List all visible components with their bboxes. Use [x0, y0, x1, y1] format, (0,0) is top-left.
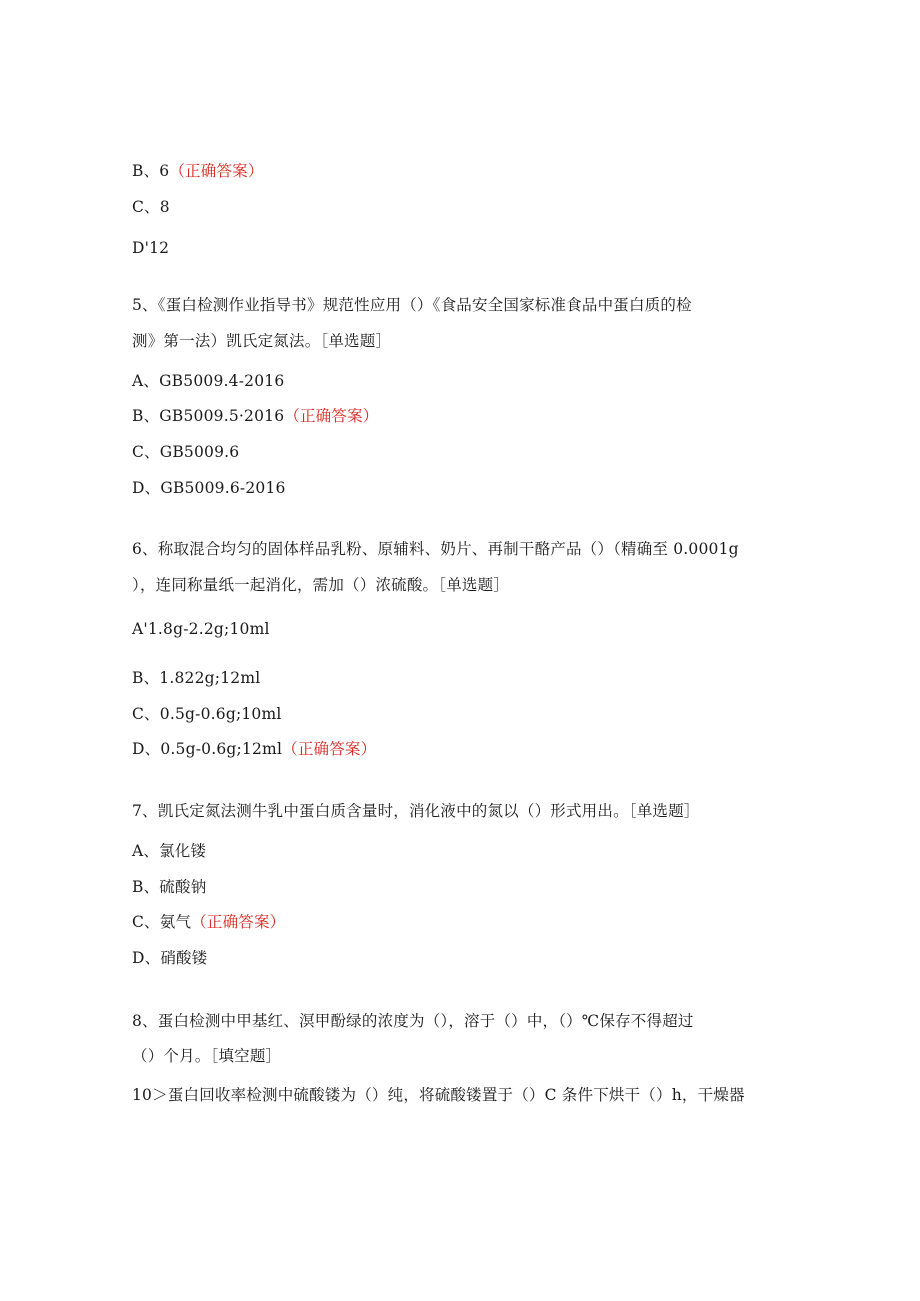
question-7: [132, 800, 700, 822]
question-text: （）个月。［填空题］: [132, 1047, 282, 1065]
option-text: D、硝酸镂: [132, 949, 208, 967]
correct-answer-tag: （正确答案）: [282, 740, 377, 758]
question-5-line-2: [132, 330, 391, 352]
question-10-line-1: [132, 1084, 745, 1106]
question-6-line-2: [132, 574, 509, 596]
q5-option-d: [132, 477, 286, 499]
option-text: C、8: [132, 198, 170, 216]
q4-option-b: [132, 160, 264, 182]
option-text: A、GB5009.4-2016: [132, 372, 285, 390]
option-text: C、0.5g-0.6g;10ml: [132, 705, 282, 723]
option-text: D'12: [132, 239, 170, 257]
q7-option-d: [132, 947, 207, 969]
q6-option-d: [132, 738, 376, 760]
correct-answer-tag: （正确答案）: [191, 913, 286, 931]
question-5-line-1: [132, 294, 692, 316]
option-text: A、氯化镂: [132, 842, 207, 860]
question-text: 7、凯氏定氮法测牛乳中蛋白质含量时，消化液中的氮以（）形式用出。［单选题］: [132, 802, 700, 820]
q5-option-b: [132, 405, 378, 427]
q4-option-c: [132, 196, 170, 218]
q5-option-c: [132, 441, 239, 463]
option-text: A'1.8g-2.2g;10ml: [132, 620, 270, 638]
question-text: 6、称取混合均匀的固体样品乳粉、原辅料、奶片、再制干酪产品（）（精确至 0.0001g: [132, 540, 739, 558]
q7-option-c: [132, 911, 285, 933]
question-text: ），连同称量纸一起消化，需加（）浓硫酸。［单选题］: [132, 576, 510, 594]
question-text: 8、蛋白检测中甲基红、溟甲酚绿的浓度为（），溶于（）中，（）℃保存不得超过: [132, 1012, 694, 1030]
question-text: 5、《蛋白检测作业指导书》规范性应用（）《食品安全国家标准食品中蛋白质的检: [132, 296, 692, 314]
question-8-line-2: [132, 1045, 281, 1067]
option-text: B、6: [132, 162, 170, 180]
correct-answer-tag: （正确答案）: [284, 407, 379, 425]
option-text: D、0.5g-0.6g;12ml: [132, 740, 283, 758]
option-text: B、1.822g;12ml: [132, 669, 261, 687]
q4-option-d: [132, 237, 169, 259]
option-text: B、GB5009.5·2016: [132, 407, 285, 425]
q6-option-c: [132, 703, 282, 725]
q6-option-a: [132, 618, 270, 640]
option-text: C、GB5009.6: [132, 443, 240, 461]
question-6-line-1: [132, 538, 739, 560]
question-text: 测》第一法）凯氏定氮法。［单选题］: [132, 332, 392, 350]
q7-option-b: [132, 876, 206, 898]
q5-option-a: [132, 370, 284, 392]
question-8-line-1: [132, 1010, 694, 1032]
option-text: C、氨气: [132, 913, 192, 931]
correct-answer-tag: （正确答案）: [169, 162, 264, 180]
option-text: D、GB5009.6-2016: [132, 479, 286, 497]
q6-option-b: [132, 667, 260, 689]
question-text: 10＞蛋白回收率检测中硫酸镂为（）纯，将硫酸镂置于（）C 条件下烘干（）h，干燥器: [132, 1086, 745, 1104]
option-text: B、硫酸钠: [132, 878, 207, 896]
q7-option-a: [132, 840, 206, 862]
